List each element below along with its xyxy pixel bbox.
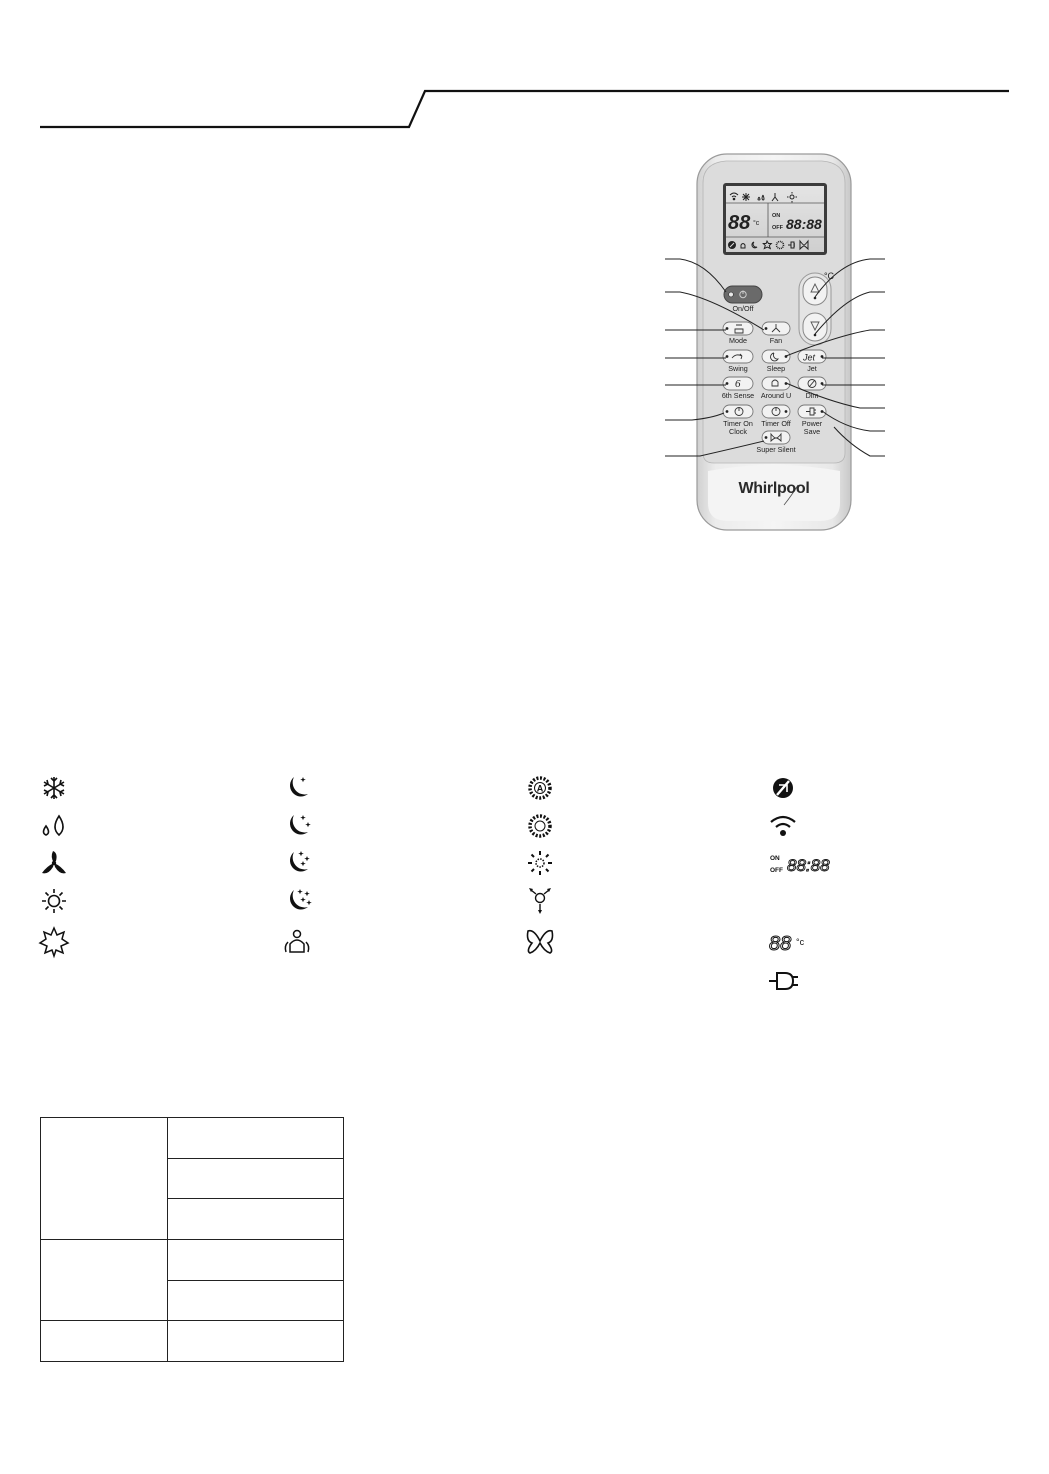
timer-off-label: Timer Off (761, 419, 791, 428)
table-cell (41, 1240, 168, 1321)
fan-label: Fan (769, 336, 783, 345)
temp-unit-label: °C (823, 271, 835, 281)
svg-text:A: A (536, 783, 544, 794)
auto-fan-icon (522, 772, 558, 804)
swing-label: Swing (728, 364, 748, 373)
table-cell (168, 1281, 344, 1321)
lcd-timer-on: ON (772, 213, 781, 219)
timer-display-icon (765, 847, 835, 879)
jet-glyph: Jet (803, 352, 816, 363)
lcd-timer-digits: 88:88 (786, 216, 822, 232)
power-save-label: Power Save (801, 419, 823, 436)
fan-speed-icon (522, 810, 558, 842)
sleep-3-icon (279, 847, 315, 879)
sun-rays-icon (522, 847, 558, 879)
butterfly-icon (522, 925, 558, 957)
lcd-temp-digits: 88 (728, 212, 751, 234)
mode-label: Mode (729, 336, 747, 345)
on-off-label: On/Off (732, 304, 754, 313)
jet-label: Jet (807, 364, 817, 373)
swing-icon (522, 885, 558, 917)
sleep-1-icon (279, 772, 315, 804)
sixth-sense-glyph: 6 (735, 378, 741, 390)
timer-on-clock-label: Timer On Clock (723, 419, 753, 436)
table-cell (41, 1118, 168, 1240)
lcd-timer-off: OFF (772, 225, 783, 231)
sleep-4-icon (279, 885, 315, 917)
legend-timer-on-text: ON (770, 855, 780, 862)
table-cell (168, 1321, 344, 1362)
legend-timer-digits: 88:88 (787, 856, 830, 875)
star-burst-icon (36, 925, 72, 957)
sixth-sense-label: 6th Sense (721, 391, 755, 400)
legend-timer-off-text: OFF (770, 867, 783, 874)
super-silent-label: Super Silent (756, 445, 796, 454)
sleep-2-icon (279, 810, 315, 842)
drop-icon (36, 810, 72, 842)
around-u-icon (279, 925, 315, 957)
table-cell (168, 1240, 344, 1281)
legend-temp-digits: 88 (769, 933, 792, 955)
dim-icon (765, 772, 801, 804)
table-cell (41, 1321, 168, 1362)
callout-lines (660, 250, 890, 460)
fan-icon (36, 847, 72, 879)
brand-logo: Whirlpool (738, 480, 810, 497)
dim-label: Dim (805, 391, 819, 400)
legend-temp-unit: °c (796, 937, 805, 947)
table-cell (168, 1118, 344, 1159)
header-rule (0, 0, 1049, 140)
plug-icon (765, 965, 801, 997)
lcd-temp-unit: °c (753, 220, 760, 227)
table-cell (168, 1159, 344, 1199)
spec-table (40, 1117, 344, 1361)
snowflake-icon (36, 772, 72, 804)
signal-icon (765, 810, 801, 842)
sleep-label: Sleep (766, 364, 786, 373)
sun-icon (36, 885, 72, 917)
temp-display-icon (765, 925, 815, 957)
around-u-label: Around U (760, 391, 792, 400)
table-cell (168, 1199, 344, 1240)
